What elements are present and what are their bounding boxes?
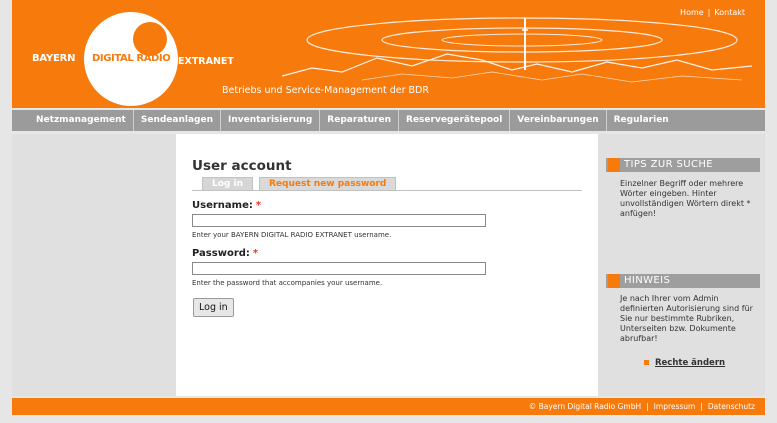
- logo-digital-radio: DIGITAL RADIO: [92, 53, 171, 64]
- tab-divider: [192, 190, 582, 191]
- tips-header: [606, 158, 760, 172]
- password-label-text: Password:: [192, 248, 250, 259]
- tips-text: Einzelner Begriff oder mehrere Wörter eingeben. Hinter unvollständigen Wörtern direkt * anfügen!: [620, 179, 751, 218]
- footer-text: [529, 402, 755, 411]
- bullet-icon: [644, 360, 649, 365]
- orange-square-icon: [608, 274, 620, 288]
- separator: |: [646, 402, 649, 411]
- rechte-aendern-label[interactable]: Rechte ändern: [655, 358, 726, 368]
- tips-title: TIPS ZUR SUCHE: [624, 159, 713, 170]
- left-column: [12, 134, 176, 396]
- password-description: Enter the password that accompanies your username.: [192, 279, 383, 287]
- top-links: [680, 8, 745, 17]
- password-input[interactable]: [192, 262, 486, 275]
- required-marker: *: [255, 200, 262, 211]
- username-input[interactable]: [192, 214, 486, 227]
- tab-login[interactable]: Log in: [202, 177, 253, 191]
- hinweis-header: [606, 274, 760, 288]
- login-button[interactable]: Log in: [193, 298, 234, 317]
- nav-item-inventarisierung[interactable]: Inventarisierung: [221, 110, 320, 131]
- page-title: User account: [192, 158, 292, 174]
- main-nav: [12, 110, 765, 131]
- nav-item-netzmanagement[interactable]: Netzmanagement: [12, 110, 134, 131]
- footer: [12, 398, 765, 415]
- account-tabs: [202, 177, 402, 191]
- home-link[interactable]: Home: [680, 8, 704, 17]
- main-content: [176, 134, 598, 396]
- logo-extranet: EXTRANET: [178, 56, 234, 67]
- kontakt-link[interactable]: Kontakt: [714, 8, 745, 17]
- header: [12, 0, 765, 108]
- nav-item-vereinbarungen[interactable]: Vereinbarungen: [510, 110, 606, 131]
- nav-item-regularien[interactable]: Regularien: [613, 115, 669, 125]
- nav-item-reservegeraetepool[interactable]: Reservegerätepool: [399, 110, 510, 131]
- hinweis-text: Je nach Ihrer vom Admin definierten Autorisierung sind für Sie nur bestimmte Rubriken, Unterseiten bzw. Dokumente abrufbar!: [620, 294, 753, 343]
- copyright: © Bayern Digital Radio GmbH: [528, 402, 642, 411]
- datenschutz-link[interactable]: Datenschutz: [707, 402, 755, 411]
- rechte-aendern-link[interactable]: [644, 358, 725, 368]
- logo-dot: [133, 22, 167, 56]
- right-sidebar: [598, 134, 765, 396]
- required-marker: *: [252, 248, 259, 259]
- tagline: Betriebs und Service-Management der BDR: [222, 85, 429, 96]
- username-label: [192, 200, 261, 211]
- impressum-link[interactable]: Impressum: [653, 402, 696, 411]
- hinweis-title: HINWEIS: [624, 275, 671, 286]
- logo-bayern: BAYERN: [32, 53, 76, 64]
- username-label-text: Username:: [192, 200, 253, 211]
- orange-square-icon: [608, 158, 620, 172]
- nav-item-sendeanlagen[interactable]: Sendeanlagen: [134, 110, 221, 131]
- separator: |: [700, 402, 703, 411]
- password-label: [192, 248, 258, 259]
- username-description: Enter your BAYERN DIGITAL RADIO EXTRANET username.: [192, 231, 392, 239]
- tab-request-password[interactable]: Request new password: [259, 177, 396, 191]
- separator: |: [707, 8, 711, 17]
- nav-item-reparaturen[interactable]: Reparaturen: [320, 110, 399, 131]
